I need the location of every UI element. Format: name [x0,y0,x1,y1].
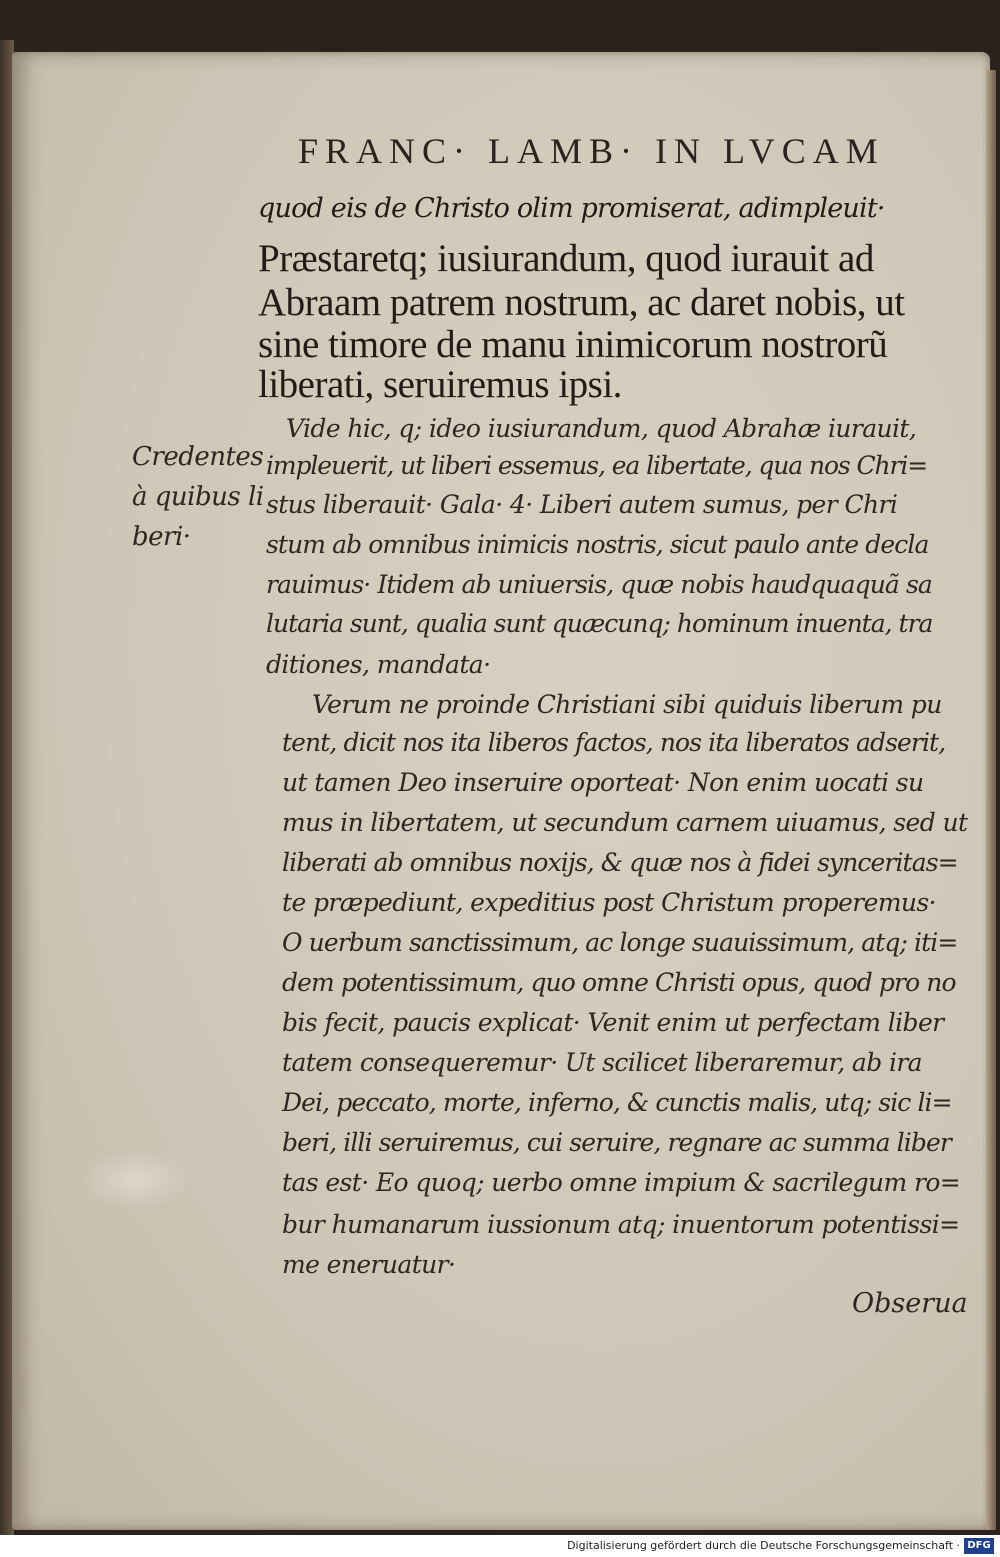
text-line-25: tas est· Eo quoq; uerbo omne impium & sacrilegum ro= [282,1168,961,1197]
margin-note-line-3: beri· [132,522,191,552]
running-head: FRANC· LAMB· IN LVCAM [298,131,885,171]
text-line-14: tent, dicit nos ita liberos factos, nos ita liberatos adserit, [282,728,946,757]
text-line-15: ut tamen Deo inseruire oporteat· Non enim uocati su [282,768,924,797]
text-line-24: beri, illi seruiremus, cui seruire, regnare ac summa liber [282,1128,951,1157]
dfg-logo: DFG [964,1538,994,1554]
page-fore-edge [986,70,996,1530]
text-line-10: rauimus· Itidem ab uniuersis, quæ nobis haudquaquã sa [266,570,932,599]
text-line-9: stum ab omnibus inimicis nostris, sicut paulo ante decla [266,530,929,559]
text-line-22: tatem consequeremur· Ut scilicet liberaremur, ab ira [282,1048,922,1077]
text-line-13: Verum ne proinde Christiani sibi quiduis liberum pu [312,690,942,719]
text-line-12: ditiones, mandata· [266,650,491,679]
text-line-3: Abraam patrem nostrum, ac daret nobis, ut [258,281,905,324]
text-line-4: sine timore de manu inimicorum nostrorũ [258,323,888,366]
paper-stain [80,1150,190,1210]
catchword: Obserua [852,1288,968,1319]
text-line-19: O uerbum sanctissimum, ac longe suauissimum, atq; iti= [282,928,958,957]
text-line-11: lutaria sunt, qualia sunt quæcunq; hominum inuenta, tra [266,609,933,638]
text-line-8: stus liberauit· Gala· 4· Liberi autem sumus, per Chri [266,490,898,519]
footer-credit: Digitalisierung gefördert durch die Deutsche Forschungsgemeinschaft · [567,1539,960,1552]
text-line-20: dem potentissimum, quo omne Christi opus, quod pro no [282,968,956,997]
text-line-17: liberati ab omnibus noxijs, & quæ nos à fidei synceritas= [282,848,958,877]
text-line-1: quod eis de Christo olim promiserat, adimpleuit· [258,193,885,224]
text-line-27: me eneruatur· [282,1250,456,1279]
text-line-2: Præstaretq; iusiurandum, quod iurauit ad [258,237,874,280]
text-line-5: liberati, seruiremus ipsi. [258,363,622,406]
text-line-26: bur humanarum iussionum atq; inuentorum potentissi= [282,1210,960,1239]
text-line-18: te præpediunt, expeditius post Christum properemus· [282,888,937,917]
margin-note-line-1: Credentes [132,442,264,472]
text-line-21: bis fecit, paucis explicat· Venit enim ut perfectam liber [282,1008,944,1037]
text-line-23: Dei, peccato, morte, inferno, & cunctis malis, utq; sic li= [282,1088,952,1117]
text-line-16: mus in libertatem, ut secundum carnem uiuamus, sed ut [282,808,968,837]
text-line-6: Vide hic, q; ideo iusiurandum, quod Abrahæ iurauit, [286,414,917,443]
text-line-7: impleuerit, ut liberi essemus, ea libertate, qua nos Chri= [266,451,928,480]
margin-note-line-2: à quibus li [132,482,264,512]
